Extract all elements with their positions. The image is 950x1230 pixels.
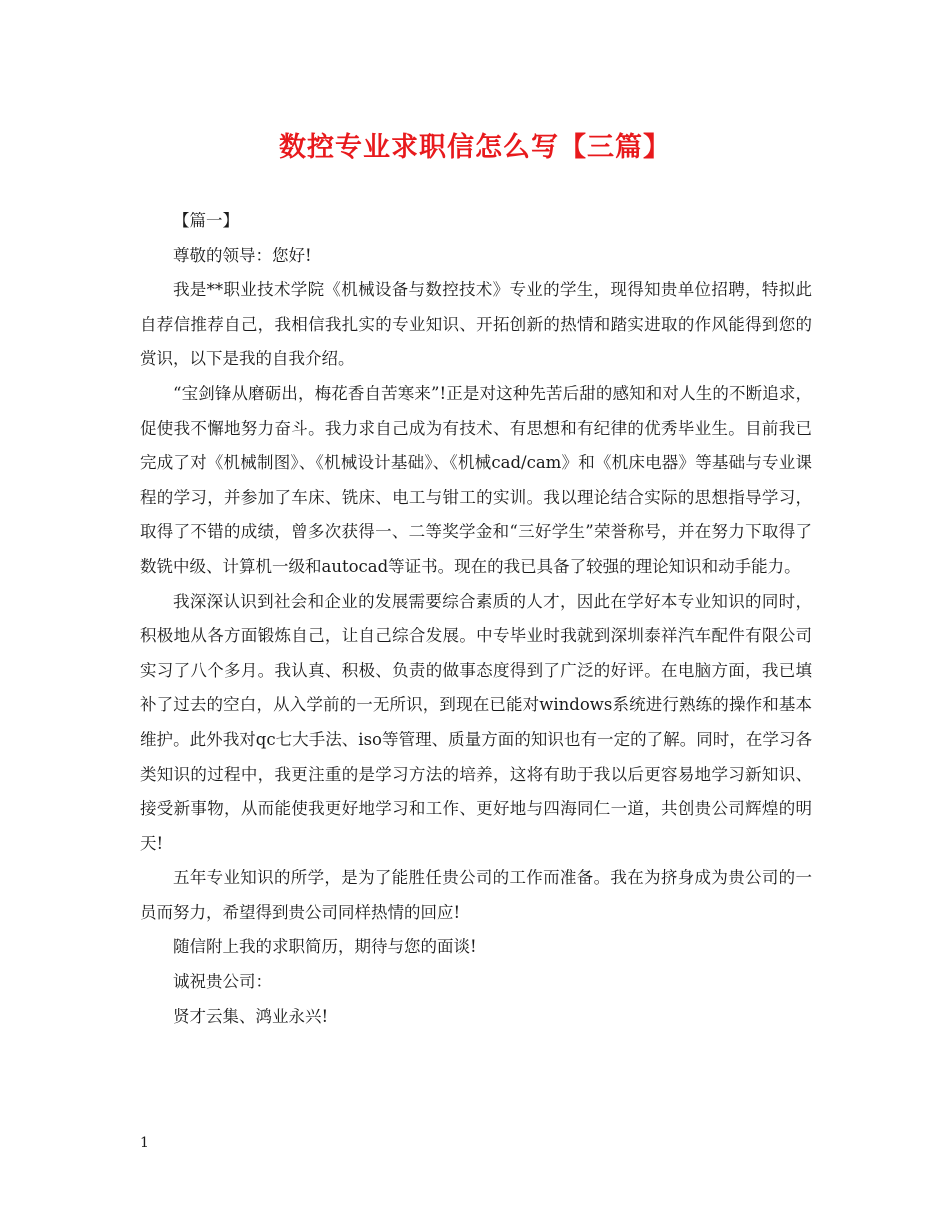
body-paragraph: 五年专业知识的所学，是为了能胜任贵公司的工作而准备。我在为挤身成为贵公司的一员而努力，希望得到贵公司同样热情的回应! — [140, 868, 812, 922]
document-body — [140, 204, 812, 1034]
document-title: 数控专业求职信怎么写【三篇】 — [279, 132, 671, 163]
closing-line: 随信附上我的求职简历，期待与您的面谈! — [173, 937, 477, 957]
page-number: 1 — [140, 1135, 149, 1151]
body-paragraph: 我是**职业技术学院《机械设备与数控技术》专业的学生，现得知贵单位招聘，特拟此自荐信推荐自己，我相信我扎实的专业知识、开拓创新的热情和踏实进取的作风能得到您的赏识，以下是我的自我介绍。 — [140, 280, 812, 369]
section-heading: 【篇一】 — [173, 211, 239, 230]
closing-line: 贤才云集、鸿业永兴! — [173, 1006, 329, 1026]
body-paragraph: 我深深认识到社会和企业的发展需要综合素质的人才，因此在学好本专业知识的同时，积极地从各方面锻炼自己，让自己综合发展。中专毕业时我就到深圳泰祥汽车配件有限公司实习了八个多月。我认真、积极、负责的做事态度得到了广泛的好评。在电脑方面，我已填补了过去的空白，从入学前的一无所识，到现在已能对windows系统进行熟练的操作和基本维护。此外我对qc七大手法、iso等管理、质量方面的知识也有一定的了解。同时，在学习各类知识的过程中，我更注重的是学习方法的培养，这将有助于我以后更容易地学习新知识、接受新事物，从而能使我更好地学习和工作、更好地与四海同仁一道，共创贵公司辉煌的明天! — [140, 591, 812, 853]
salutation: 尊敬的领导：您好! — [173, 245, 312, 265]
body-paragraph: “宝剑锋从磨砺出，梅花香自苦寒来”!正是对这种先苦后甜的感知和对人生的不断追求，促使我不懈地努力奋斗。我力求自己成为有技术、有思想和有纪律的优秀毕业生。目前我已完成了对《机械制图》、《机械设计基础》、《机械cad/cam》和《机床电器》等基础与专业课程的学习，并参加了车床、铣床、电工与钳工的实训。我以理论结合实际的思想指导学习，取得了不错的成绩，曾多次获得一、二等奖学金和“三好学生”荣誉称号，并在努力下取得了数铣中级、计算机一级和autocad等证书。现在的我已具备了较强的理论知识和动手能力。 — [140, 383, 812, 576]
closing-line: 诚祝贵公司： — [173, 972, 272, 992]
